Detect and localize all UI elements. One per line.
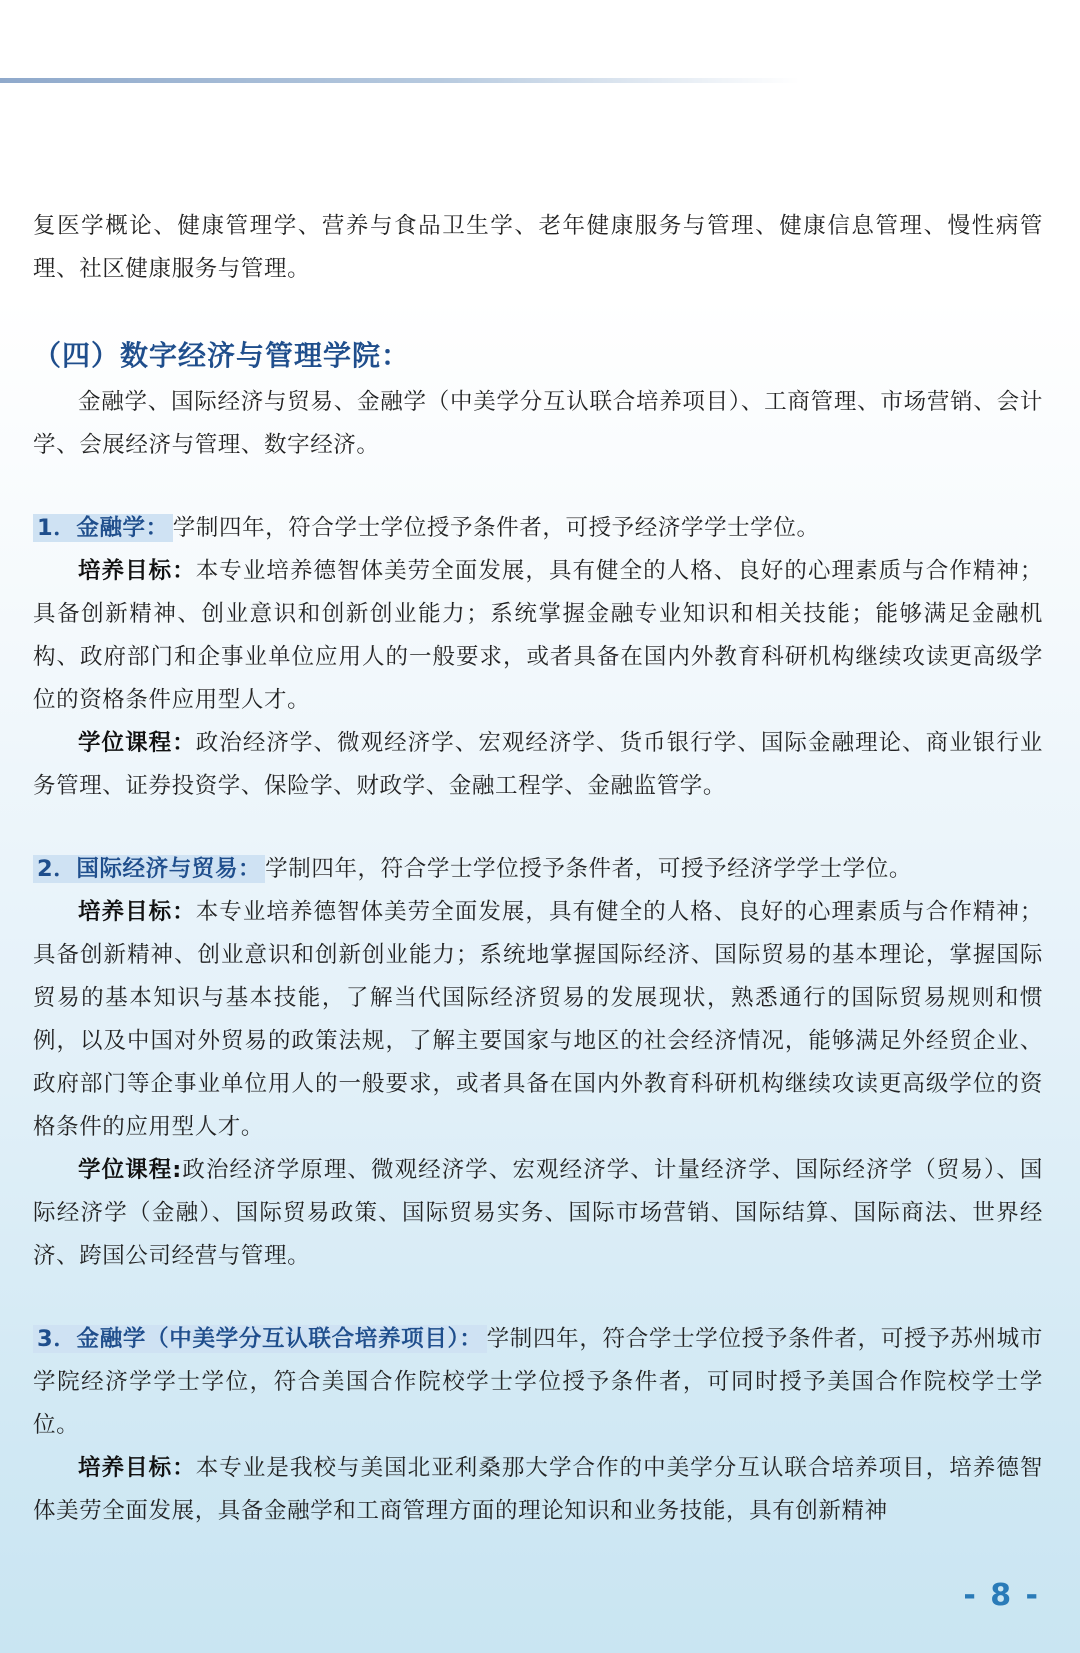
major-finance-summary-text: 学制四年，符合学士学位授予条件者，可授予经济学学士学位。 [172, 515, 820, 541]
header-decorative-rule [0, 78, 800, 83]
major-trade-title: 2．国际经济与贸易： [33, 855, 265, 883]
course-label: 学位课程： [78, 730, 196, 756]
course-text: 政治经济学原理、微观经济学、宏观经济学、计量经济学、国际经济学（贸易）、国际经济学（金融）、国际贸易政策、国际贸易实务、国际市场营销、国际结算、国际商法、世界经济、跨国公司经营与管理。 [33, 1157, 1043, 1269]
section-heading: （四）数字经济与管理学院： [33, 339, 411, 372]
major-finance-summary [33, 507, 1043, 550]
major-joint-summary-text: 学制四年，符合学士学位授予条件者，可授予苏州城市学院经济学学士学位，符合美国合作院校学士学位授予条件者，可同时授予美国合作院校学士学位。 [33, 1326, 1043, 1438]
major-finance-courses [33, 722, 1043, 808]
goal-text: 本专业培养德智体美劳全面发展，具有健全的人格、良好的心理素质与合作精神；具备创新精神、创业意识和创新创业能力；系统地掌握国际经济、国际贸易的基本理论，掌握国际贸易的基本知识与基本技能，了解当代国际经济贸易的发展现状，熟悉通行的国际贸易规则和惯例，以及中国对外贸易的政策法规，了解主要国家与地区的社会经济情况，能够满足外经贸企业、政府部门等企事业单位用人的一般要求，或者具备在国内外教育科研机构继续攻读更高级学位的资格条件的应用型人才。 [33, 899, 1043, 1140]
goal-text: 本专业是我校与美国北亚利桑那大学合作的中美学分互认联合培养项目，培养德智体美劳全面发展，具备金融学和工商管理方面的理论知识和业务技能，具有创新精神 [33, 1455, 1043, 1524]
major-trade-goal [33, 891, 1043, 1149]
goal-label: 培养目标： [78, 558, 196, 584]
major-trade-summary [33, 848, 1043, 891]
page-number: - 8 - [963, 1578, 1040, 1613]
goal-label: 培养目标： [78, 899, 196, 925]
section-major-list: 金融学、国际经济与贸易、金融学（中美学分互认联合培养项目）、工商管理、市场营销、会计学、会展经济与管理、数字经济。 [33, 389, 1043, 458]
major-joint-goal [33, 1447, 1043, 1533]
major-joint-title: 3．金融学（中美学分互认联合培养项目）： [33, 1325, 487, 1353]
major-finance-title: 1．金融学： [33, 514, 173, 542]
goal-label: 培养目标： [78, 1455, 196, 1481]
goal-text: 本专业培养德智体美劳全面发展，具有健全的人格、良好的心理素质与合作精神；具备创新精神、创业意识和创新创业能力；系统掌握金融专业知识和相关技能；能够满足金融机构、政府部门和企事业单位应用人的一般要求，或者具备在国内外教育科研机构继续攻读更高级学位的资格条件应用型人才。 [33, 558, 1043, 713]
major-finance-goal [33, 550, 1043, 722]
course-text: 政治经济学、微观经济学、宏观经济学、货币银行学、国际金融理论、商业银行业务管理、证券投资学、保险学、财政学、金融工程学、金融监管学。 [33, 730, 1043, 799]
major-trade-courses [33, 1149, 1043, 1278]
intro-paragraph: 复医学概论、健康管理学、营养与食品卫生学、老年健康服务与管理、健康信息管理、慢性病管理、社区健康服务与管理。 [33, 213, 1043, 282]
document-body [33, 205, 1043, 1533]
major-trade-summary-text: 学制四年，符合学士学位授予条件者，可授予经济学学士学位。 [265, 856, 912, 882]
course-label: 学位课程: [78, 1157, 182, 1183]
major-joint-summary [33, 1318, 1043, 1447]
